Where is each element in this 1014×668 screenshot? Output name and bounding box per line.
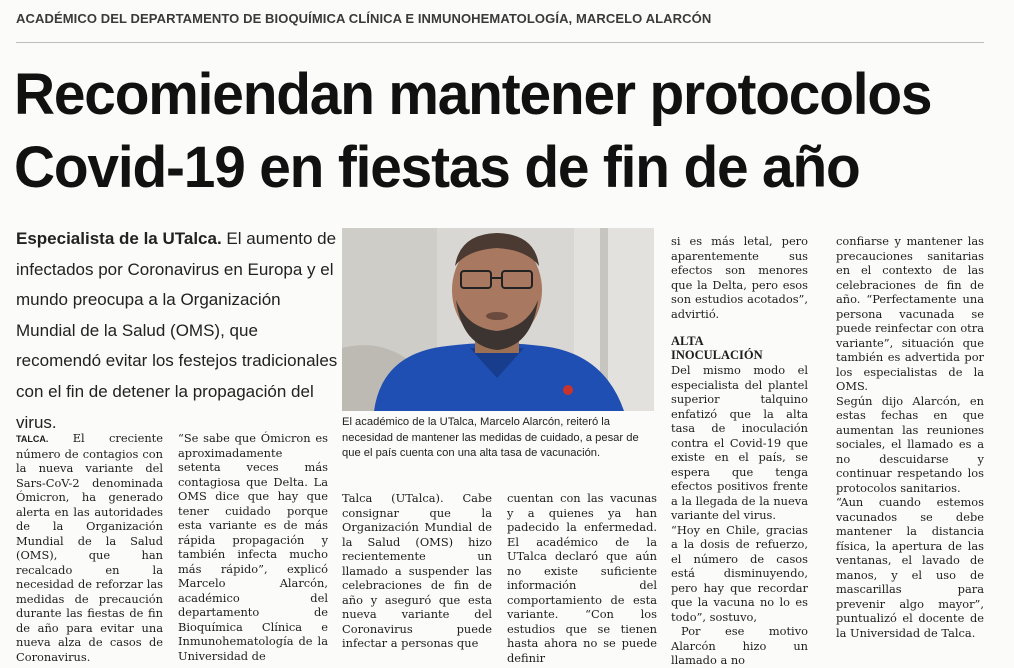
paragraph: confiarse y mantener las precauciones sanitarias en el contexto de las celebraciones de fin de año. “Perfectamente una persona vacunada se puede reinfectar con otra variante”, situación que también es advertida por los especialistas de la OMS. [836, 234, 984, 393]
paragraph: cuentan con las vacunas y a quienes ya han padecido la enfermedad. El académico de la UTalca declaró que aún no existe suficiente información del comportamiento de esta variante. “Con los estudios que se tienen hasta ahora no se puede definir [507, 491, 657, 665]
deck-lead: Especialista de la UTalca. [16, 229, 222, 248]
paragraph: “Aun cuando estemos vacunados se debe mantener la distancia física, la apertura de las ventanas, el lavado de manos, y el uso de mascarillas para prevenir algo mayor”, puntualizó el docente de la Universidad de Talca. [836, 495, 984, 640]
subheading [671, 334, 808, 362]
paragraph: Del mismo modo el especialista del plantel superior talquino enfatizó que la alta tasa de inoculación contra el Covid-19 que existe en el país, se espera que tenga efectos positivos frente a la llegada de la nueva variante del virus. [671, 363, 808, 522]
paragraph: si es más letal, pero aparentemente sus efectos son menores que la Delta, pero esos son estudios acotados”, advirtió. [671, 234, 808, 321]
paragraph [16, 431, 163, 664]
article-headline [14, 58, 984, 204]
article-column-5 [671, 234, 808, 668]
header-divider [16, 42, 984, 43]
dateline: TALCA. [16, 434, 49, 444]
paragraph: “Hoy en Chile, gracias a la dosis de refuerzo, el número de casos está disminuyendo, pero hay que recordar que la vacuna no lo es todo”, sostuvo, [671, 522, 808, 624]
article-deck [16, 224, 338, 438]
paragraph: “Se sabe que Ómicron es aproximadamente setenta veces más contagiosa que Delta. La OMS dice que hay que tener cuidado porque esta variante es de más rápida propagación y también infecta mucho más rápido”, explicó Marcelo Alarcón, académico del departamento de Bioquímica Clínica e Inmunohematología de la Universidad de [178, 431, 328, 663]
paragraph: Talca (UTalca). Cabe consignar que la Organización Mundial de la Salud (OMS) hizo recientemente un llamado a suspender las celebraciones de fin de año y aseguró que esta nueva variante del Coronavirus puede infectar a personas que [342, 491, 492, 650]
subheading-line-2: INOCULACIÓN [671, 348, 763, 362]
article-column-1 [16, 431, 163, 664]
headline-line-1: Recomiendan mantener protocolos [14, 62, 932, 127]
portrait-illustration [342, 228, 654, 411]
article-column-6 [836, 234, 984, 640]
paragraph: Por ese motivo Alarcón hizo un llamado a no [671, 624, 808, 667]
headline-line-2: Covid-19 en fiestas de fin de año [14, 135, 860, 200]
subheading-line-1: ALTA [671, 334, 704, 348]
deck-text: El aumento de infectados por Coronavirus en Europa y el mundo preocupa a la Organización Mundial de la Salud (OMS), que recomendó evitar los festejos tradicionales con el fin de detener la propagación del virus. [16, 229, 338, 432]
paragraph: Según dijo Alarcón, en estas fechas en que aumentan las reuniones sociales, el llamado es a no descuidarse y continuar respetando los protocolos sanitarios. [836, 393, 984, 495]
portrait-photo [342, 228, 654, 411]
section-kicker: ACADÉMICO DEL DEPARTAMENTO DE BIOQUÍMICA CLÍNICA E INMUNOHEMATOLOGÍA, MARCELO ALARCÓN [16, 11, 712, 26]
article-column-2 [178, 431, 328, 663]
paragraph-text: El creciente número de contagios con la nueva variante del Sars-CoV-2 denominada Ómicron, ha generado alerta en las autoridades de la Organización Mundial de la Salud (OMS), que han recalcado en la necesidad de reforzar las medidas de precaución durante las fiestas de fin de año para evitar una nueva alza de casos de Coronavirus. [16, 431, 163, 664]
photo-caption: El académico de la UTalca, Marcelo Alarcón, reiteró la necesidad de mantener las medidas de cuidado, a pesar de que el país cuenta con una alta tasa de vacunación. [342, 416, 639, 459]
article-column-3 [342, 491, 492, 651]
article-column-4 [507, 491, 657, 665]
